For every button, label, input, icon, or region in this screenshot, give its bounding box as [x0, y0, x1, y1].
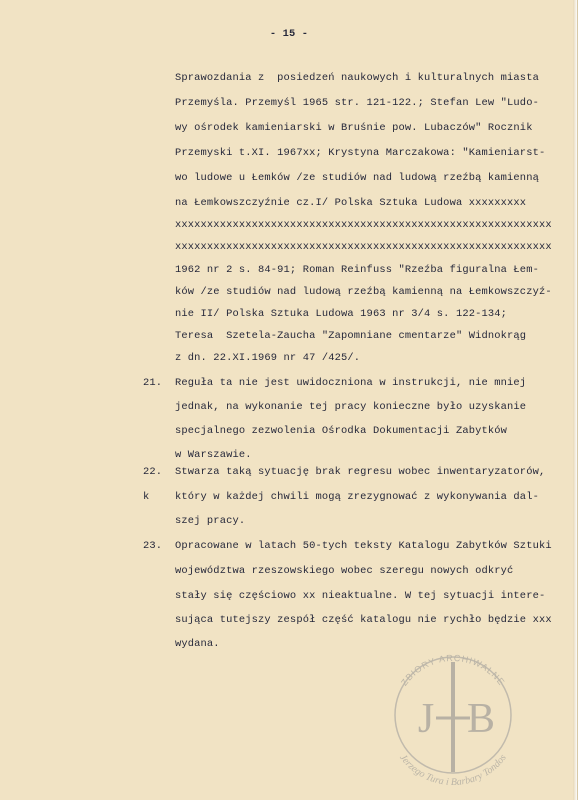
struck-out-line: xxxxxxxxxxxxxxxxxxxxxxxxxxxxxxxxxxxxxxxxxxxxxxxxxxxxxxxxxxx	[175, 219, 552, 231]
text-line: 1962 nr 2 s. 84-91; Roman Reinfuss "Rzeźba figuralna Łem-	[175, 264, 539, 276]
text-line: Teresa Szetela-Zaucha "Zapomniane cmentarze" Widnokrąg	[175, 330, 527, 342]
text-line: szej pracy.	[175, 515, 246, 527]
text-line: który w każdej chwili mogą zrezygnować z wykonywania dal-	[175, 491, 539, 503]
text-line: wo ludowe u Łemków /ze studiów nad ludową rzeźbą kamienną	[175, 172, 539, 184]
archive-stamp	[378, 640, 528, 790]
text-line: jednak, na wykonanie tej pracy konieczne było uzyskanie	[175, 401, 527, 413]
text-line: Stwarza taką sytuację brak regresu wobec inwentaryzatorów,	[175, 466, 546, 478]
text-line: sująca tutejszy zespół część katalogu nie rychło będzie xxx	[175, 614, 552, 626]
text-line: stały się częściowo xx nieaktualne. W tej sytuacji intere-	[175, 590, 546, 602]
struck-out-line: xxxxxxxxxxxxxxxxxxxxxxxxxxxxxxxxxxxxxxxxxxxxxxxxxxxxxxxxxxx	[175, 241, 552, 253]
text-line: z dn. 22.XI.1969 nr 47 /425/.	[175, 352, 361, 364]
text-line: województwa rzeszowskiego wobec szeregu nowych odkryć	[175, 565, 514, 577]
text-line: nie II/ Polska Sztuka Ludowa 1963 nr 3/4 s. 122-134;	[175, 308, 508, 320]
text-line: Reguła ta nie jest uwidoczniona w instrukcji, nie mniej	[175, 377, 527, 389]
text-line: specjalnego zezwolenia Ośrodka Dokumentacji Zabytków	[175, 425, 508, 437]
page-edge	[573, 0, 577, 800]
stamp-monogram-right: B	[466, 696, 496, 742]
footnote-number: 22.	[143, 466, 163, 478]
stamp-ring-text-bottom: Jerzego Tura i Barbary Tondos	[397, 752, 509, 789]
text-line: Przemyśla. Przemyśl 1965 str. 121-122.; Stefan Lew "Ludo-	[175, 97, 539, 109]
stamp-ring-text-top: ZBIORY ARCHIWALNE	[399, 652, 507, 688]
footnote-number: 21.	[143, 377, 163, 389]
text-line: na Łemkowszczyźnie cz.I/ Polska Sztuka Ludowa xxxxxxxxx	[175, 197, 527, 209]
page-number: - 15 -	[269, 28, 309, 40]
text-line: Opracowane w latach 50-tych teksty Katalogu Zabytków Sztuki	[175, 540, 552, 552]
text-line: Przemyski t.XI. 1967xx; Krystyna Marczakowa: "Kamieniarst-	[175, 147, 546, 159]
text-line: wy ośrodek kamieniarski w Bruśnie pow. Lubaczów" Rocznik	[175, 122, 533, 134]
text-line: wydana.	[175, 638, 220, 650]
text-line: w Warszawie.	[175, 449, 252, 461]
stamp-monogram-left: J	[417, 696, 435, 742]
text-line: ków /ze studiów nad ludową rzeźbą kamienną na Łemkowszczyź-	[175, 286, 552, 298]
text-line: Sprawozdania z posiedzeń naukowych i kulturalnych miasta	[175, 72, 539, 84]
margin-mark: k	[143, 491, 150, 503]
footnote-number: 23.	[143, 540, 163, 552]
